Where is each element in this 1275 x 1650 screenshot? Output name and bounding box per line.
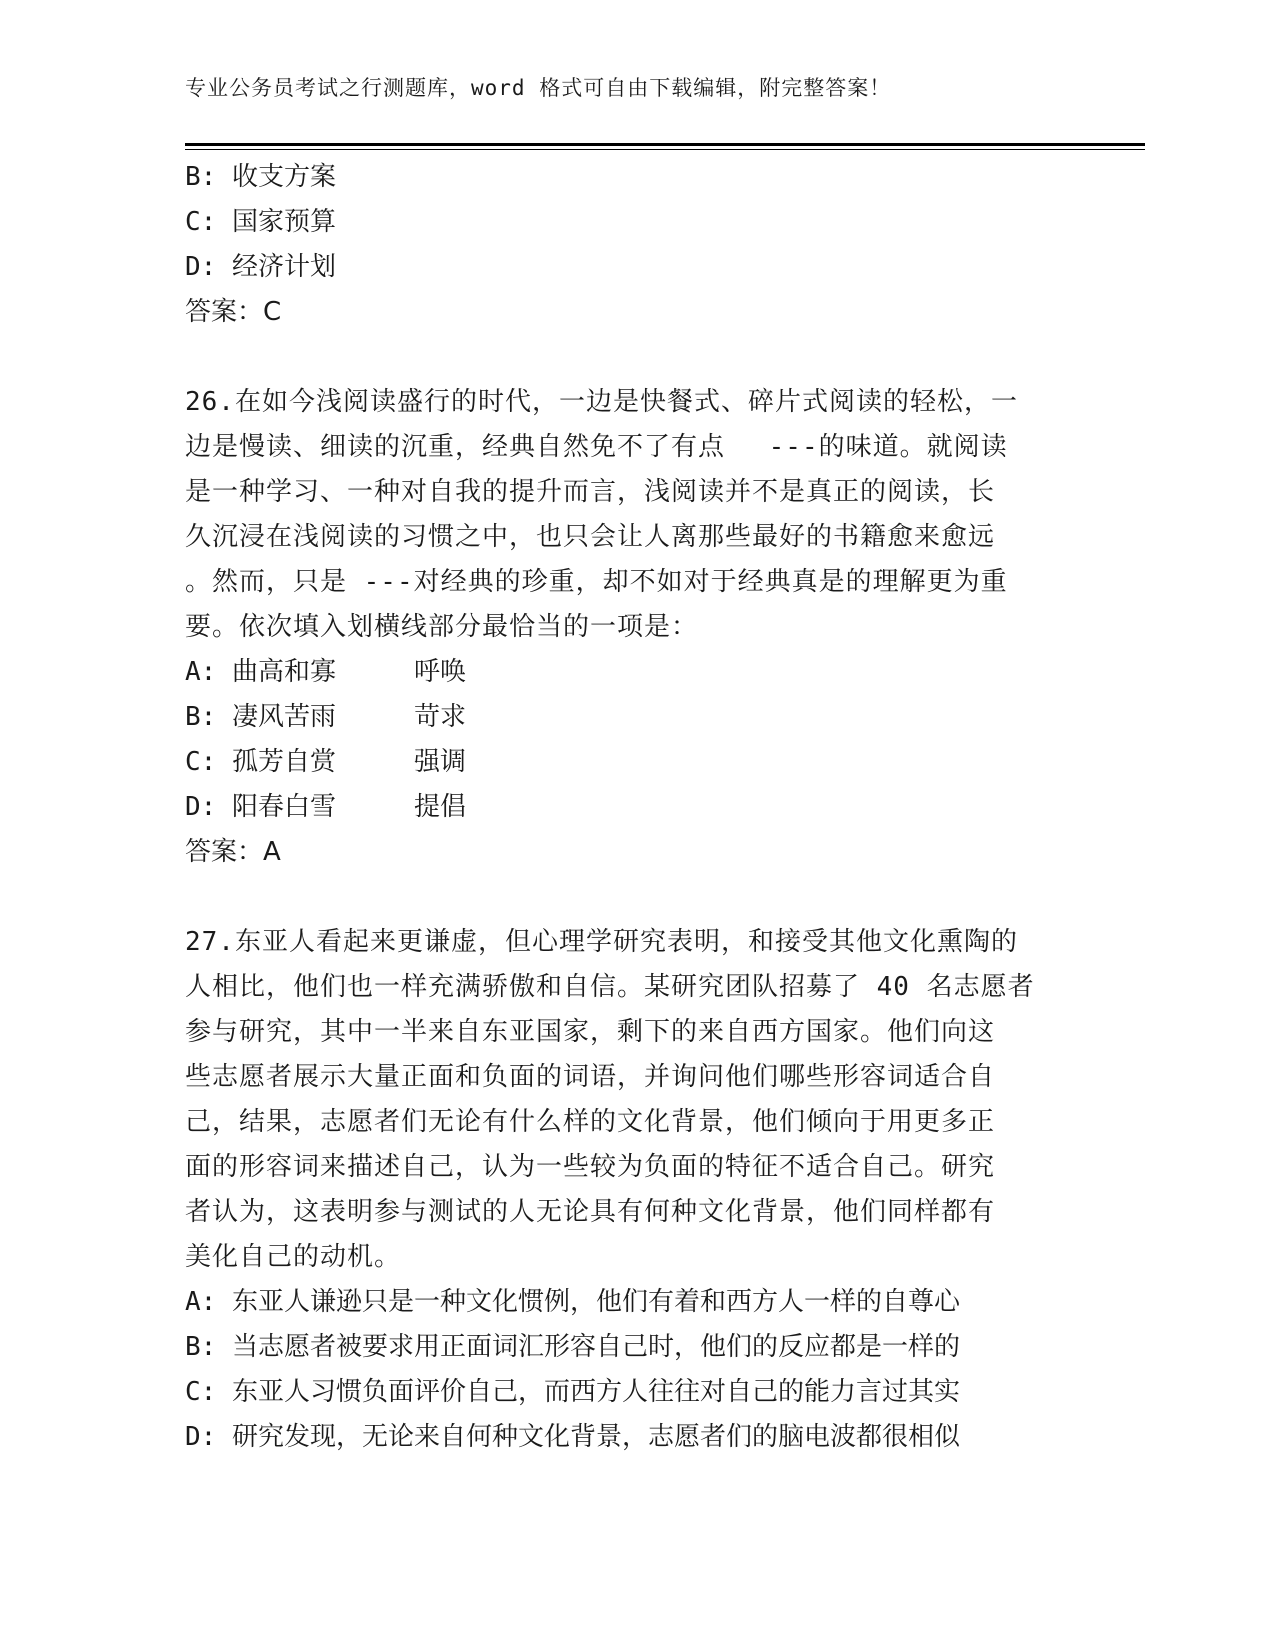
q26-option-d: D: 阳春白雪 提倡 — [185, 792, 466, 822]
q27-stem-line: 美化自己的动机。 — [185, 1242, 402, 1272]
q27-stem-line: 27.东亚人看起来更谦虚，但心理学研究表明，和接受其他文化熏陶的 — [185, 927, 1018, 957]
q27-option-d: D: 研究发现，无论来自何种文化背景，志愿者们的脑电波都很相似 — [185, 1422, 960, 1452]
q27-option-b: B: 当志愿者被要求用正面词汇形容自己时，他们的反应都是一样的 — [185, 1332, 960, 1362]
header-rule-thin — [185, 149, 1145, 150]
q26-stem-line: 26.在如今浅阅读盛行的时代，一边是快餐式、碎片式阅读的轻松，一 — [185, 387, 1018, 417]
q26-stem-line: 边是慢读、细读的沉重，经典自然免不了有点 ---的味道。就阅读 — [185, 432, 1008, 462]
q26-answer: 答案：A — [185, 837, 281, 867]
q26-stem-line: 久沉浸在浅阅读的习惯之中，也只会让人离那些最好的书籍愈来愈远 — [185, 522, 996, 552]
q27-stem-line: 参与研究，其中一半来自东亚国家，剩下的来自西方国家。他们向这 — [185, 1017, 996, 1047]
q27-option-c: C: 东亚人习惯负面评价自己，而西方人往往对自己的能力言过其实 — [185, 1377, 960, 1407]
spacer — [185, 875, 1065, 920]
q27-stem-line: 面的形容词来描述自己，认为一些较为负面的特征不适合自己。研究 — [185, 1152, 996, 1182]
q27-stem-line: 者认为，这表明参与测试的人无论具有何种文化背景，他们同样都有 — [185, 1197, 996, 1227]
q25-answer: 答案：C — [185, 297, 282, 327]
q27-option-a: A: 东亚人谦逊只是一种文化惯例，他们有着和西方人一样的自尊心 — [185, 1287, 960, 1317]
page-header: 专业公务员考试之行测题库，word 格式可自由下载编辑，附完整答案！ — [185, 76, 892, 100]
q26-option-a: A: 曲高和寡 呼唤 — [185, 657, 466, 687]
q26-stem-line: 。然而，只是 ---对经典的珍重，却不如对于经典真是的理解更为重 — [185, 567, 1008, 597]
q25-option-d: D: 经济计划 — [185, 252, 336, 282]
q26-option-b: B: 凄风苦雨 苛求 — [185, 702, 466, 732]
q26-stem-line: 要。依次填入划横线部分最恰当的一项是： — [185, 612, 699, 642]
q26-stem-line: 是一种学习、一种对自我的提升而言，浅阅读并不是真正的阅读，长 — [185, 477, 996, 507]
document-body — [185, 155, 1065, 1460]
q27-stem-line: 人相比，他们也一样充满骄傲和自信。某研究团队招募了 40 名志愿者 — [185, 972, 1035, 1002]
q27-stem-line: 些志愿者展示大量正面和负面的词语，并询问他们哪些形容词适合自 — [185, 1062, 996, 1092]
header-rule-thick — [185, 143, 1145, 146]
q25-option-b: B: 收支方案 — [185, 162, 336, 192]
q25-option-c: C: 国家预算 — [185, 207, 336, 237]
q26-option-c: C: 孤芳自赏 强调 — [185, 747, 466, 777]
spacer — [185, 335, 1065, 380]
q27-stem-line: 己，结果，志愿者们无论有什么样的文化背景，他们倾向于用更多正 — [185, 1107, 996, 1137]
